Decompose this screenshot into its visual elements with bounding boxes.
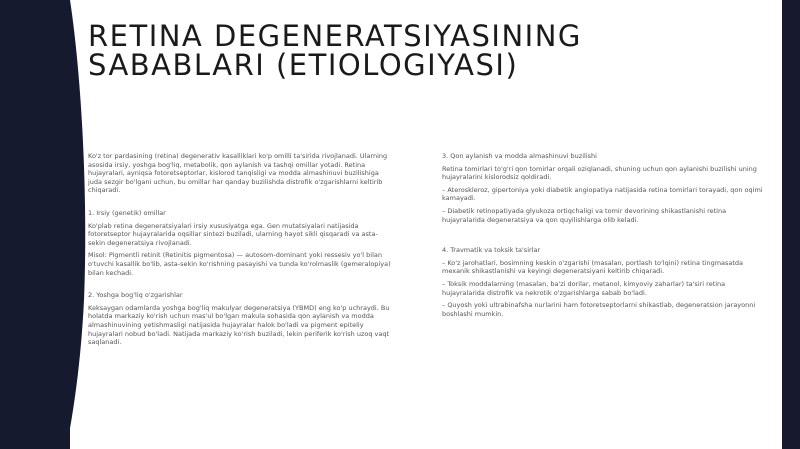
section-4-paragraph-2: – Toksik moddalarning (masalan, ba'zi dorilar, metanol, kimyoviy zaharlar) ta'siri retina hujayralarida distrofik va nekrotik o'zgarishlarga sabab bo'ladi.	[442, 279, 726, 297]
section-2-paragraph-1: Keksaygan odamlarda yoshga bog'liq makulyar degeneratsiya (YBMD) eng ko'p uchraydi. Bu holatda markaziy ko'rish uchun mas'ul bo'lgan makula sohasida qon aylanish va modda almashinuvining yetishmasligi natijasida hujayralar halok bo'ladi va pigment epiteliy hujayralari nobud bo'ladi. Natijada markaziy ko'rish buziladi, lekin periferik ko'rish uzoq vaqt saqlanadi.	[88, 303, 390, 347]
section-1-heading: 1. Irsiy (genetik) omillar	[88, 208, 166, 217]
right-text-column	[442, 152, 767, 322]
section-4-paragraph-3: – Quyosh yoki ultrabinafsha nurlarini ham fotoretseptorlarni shikastlab, degeneratsion jarayonni boshlashi mumkin.	[442, 301, 756, 318]
section-4-paragraph-1: – Ko'z jarohatlari, bosimning keskin o'zgarishi (masalan, portlash to'lqini) retina tingmasatda mexanik shikastlanishi va keyingi degeneratsiyani keltirib chiqaradi.	[442, 258, 744, 276]
section-3-paragraph-3: – Diabetik retinopatiyada glyukoza ortiqchaligi va tomir devorining shikastlanishi retina hujayralarida degeneratsiya va qon quyilishlarga olib keladi.	[442, 206, 727, 224]
intro-paragraph: Ko'z tor pardasining (retina) degenerativ kasalliklari ko'p omilli ta'sirida rivojlanadi. Ularning asosida irsiy, yoshga bog'liq, metabolik, qon aylanish va tashqi omillar yotadi. Retina hujayralari, ayniqsa fotoretseptorlar, kislorod tanqisligi va modda almashinuvi buzilishiga juda sezgir bo'lgani uchun, bu omillar har qanday buzilishda distrofik o'zgarishlarni keltirib chiqaradi.	[88, 152, 388, 195]
section-2-heading: 2. Yoshga bog'liq o'zgarishlar	[88, 291, 183, 300]
right-decorative-strip	[782, 0, 800, 449]
section-1-paragraph-1: Ko'plab retina degeneratsiyalari irsiy xususiyatga ega. Gen mutatsiyalari natijasida fotoretseptor hujayralarida oqsillar sintezi buziladi, ularning hayot sikli qisqaradi va asta-sekin degeneratsiya rivojlanadi.	[88, 221, 378, 247]
section-3-heading: 3. Qon aylanish va modda almashinuvi buzilishi	[442, 152, 597, 160]
left-text-column	[88, 152, 393, 351]
section-1-paragraph-2: Misol: Pigmentli retinit (Retinitis pigmentosa) — autosom-dominant yoki ressesiv yo'l bilan o'tuvchi kasallik bo'lib, asta-sekin ko'rishning pasayishi va tunda ko'rolmaslik (gemeralopiya) bilan kechadi.	[88, 251, 391, 277]
section-4-heading: 4. Travmatik va toksik ta'sirlar	[442, 246, 541, 255]
slide-title: RETINA DEGENERATSIYASINING SABABLARI (ETIOLOGIYASI)	[88, 19, 582, 82]
section-3-paragraph-2: – Ateroskleroz, gipertoniya yoki diabetik angiopatiya natijasida retina tomirlari torayadi, qon oqimi kamayadi.	[442, 185, 763, 203]
section-3-paragraph-1: Retina tomirlari to'g'ri qon tomirlar orqali oziqlanadi, shuning uchun qon aylanishi buzilishi uning hujayralarini kislorodsiz qoldiradi.	[442, 164, 757, 182]
